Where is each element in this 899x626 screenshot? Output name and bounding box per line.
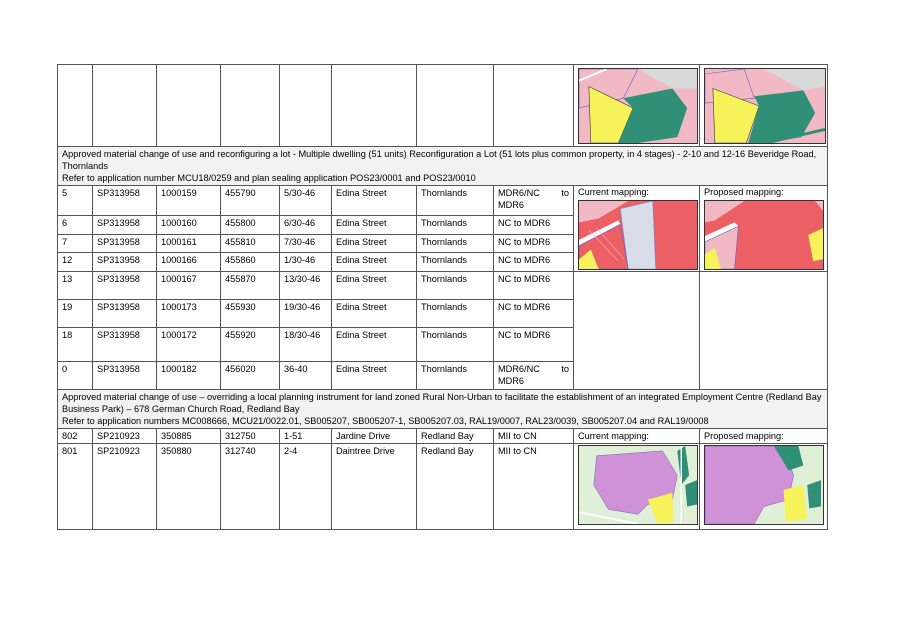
id2-cell: 455920 (221, 328, 280, 362)
proposed-map-cell (700, 186, 828, 272)
current-zoning-map-image (578, 445, 698, 525)
current-zoning-map-image (578, 68, 698, 144)
id2-cell: 312750 (221, 429, 280, 444)
id2-cell: 455800 (221, 216, 280, 235)
plan-cell: SP313958 (93, 362, 157, 390)
current-map-cell (574, 444, 700, 530)
proposed-mapping-caption: Proposed mapping: (704, 187, 784, 197)
lot-cell: 6 (58, 216, 93, 235)
table-row (58, 429, 828, 444)
zone-cell: NC to MDR6 (494, 300, 574, 328)
address-cell: 5/30-46 (280, 186, 332, 216)
street-cell: Edina Street (332, 300, 417, 328)
zone-to-word: to (561, 364, 569, 374)
table-row (58, 186, 828, 216)
address-cell: 18/30-46 (280, 328, 332, 362)
proposed-map-cell (700, 65, 828, 147)
plan-cell: SP313958 (93, 234, 157, 253)
zone-target: MDR6 (498, 200, 525, 210)
current-mapping-caption: Current mapping: (578, 187, 649, 197)
current-mapping-caption: Current mapping: (578, 431, 649, 441)
lot-cell: 801 (58, 444, 93, 530)
empty-cell (93, 65, 157, 147)
id1-cell: 1000166 (157, 253, 221, 272)
plan-cell: SP313958 (93, 272, 157, 300)
id1-cell: 1000159 (157, 186, 221, 216)
zone-from: MDR6/NC (498, 188, 540, 198)
id2-cell: 455790 (221, 186, 280, 216)
zone-cell (494, 186, 574, 216)
plan-cell: SP313958 (93, 216, 157, 235)
empty-cell (494, 65, 574, 147)
street-cell: Edina Street (332, 328, 417, 362)
empty-cell (221, 65, 280, 147)
current-map-cell (574, 65, 700, 147)
zone-cell: NC to MDR6 (494, 234, 574, 253)
address-cell: 1-51 (280, 429, 332, 444)
lot-cell: 5 (58, 186, 93, 216)
street-cell: Edina Street (332, 253, 417, 272)
lot-cell: 19 (58, 300, 93, 328)
street-cell: Edina Street (332, 234, 417, 253)
empty-cell (58, 65, 93, 147)
address-cell: 2-4 (280, 444, 332, 530)
empty-cell (157, 65, 221, 147)
reference-text: Refer to application numbers MC008666, MCU21/0022.01, SB005207, SB005207-1, SB005207.03, RAL19/0007, RAL23/0039, SB005207.04 and RAL19/0008 (62, 416, 709, 426)
id2-cell: 456020 (221, 362, 280, 390)
group-description-row (58, 390, 828, 429)
address-cell: 6/30-46 (280, 216, 332, 235)
id1-cell: 350885 (157, 429, 221, 444)
suburb-cell: Thornlands (417, 216, 494, 235)
zone-cell: MII to CN (494, 429, 574, 444)
empty-cell (332, 65, 417, 147)
plan-cell: SP210923 (93, 444, 157, 530)
street-cell: Jardine Drive (332, 429, 417, 444)
lot-cell: 0 (58, 362, 93, 390)
id2-cell: 312740 (221, 444, 280, 530)
group-description-row (58, 147, 828, 186)
id1-cell: 1000173 (157, 300, 221, 328)
id1-cell: 1000182 (157, 362, 221, 390)
suburb-cell: Redland Bay (417, 429, 494, 444)
zone-to-word: to (561, 188, 569, 198)
proposed-caption-cell (700, 429, 828, 444)
empty-cell (280, 65, 332, 147)
id2-cell: 455930 (221, 300, 280, 328)
zone-from: MDR6/NC (498, 364, 540, 374)
plan-cell: SP313958 (93, 300, 157, 328)
zone-cell (494, 362, 574, 390)
zone-cell: NC to MDR6 (494, 272, 574, 300)
id1-cell: 1000167 (157, 272, 221, 300)
proposed-zoning-map-image (704, 200, 824, 270)
id1-cell: 1000160 (157, 216, 221, 235)
id2-cell: 455870 (221, 272, 280, 300)
zone-cell: NC to MDR6 (494, 216, 574, 235)
empty-cell (417, 65, 494, 147)
id1-cell: 1000161 (157, 234, 221, 253)
suburb-cell: Thornlands (417, 272, 494, 300)
id1-cell: 350880 (157, 444, 221, 530)
street-cell: Edina Street (332, 362, 417, 390)
street-cell: Edina Street (332, 216, 417, 235)
address-cell: 19/30-46 (280, 300, 332, 328)
description-text: Approved material change of use and reconfiguring a lot - Multiple dwelling (51 units) Reconfiguration a Lot (51 lots plus common property, in 4 stages) - 2-10 and 12-16 Beveridge Road, Thornlands (62, 149, 817, 171)
current-map-cell (574, 186, 700, 272)
suburb-cell: Redland Bay (417, 444, 494, 530)
suburb-cell: Thornlands (417, 300, 494, 328)
plan-cell: SP313958 (93, 186, 157, 216)
plan-cell: SP210923 (93, 429, 157, 444)
proposed-zoning-map-image (704, 445, 824, 525)
current-zoning-map-image (578, 200, 698, 270)
id1-cell: 1000172 (157, 328, 221, 362)
suburb-cell: Thornlands (417, 362, 494, 390)
zone-target: MDR6 (498, 376, 525, 386)
street-cell: Edina Street (332, 186, 417, 216)
group-1-description (58, 147, 828, 186)
zone-cell: NC to MDR6 (494, 253, 574, 272)
id2-cell: 455860 (221, 253, 280, 272)
table-row (58, 444, 828, 530)
reference-text: Refer to application number MCU18/0259 and plan sealing application POS23/0001 and POS23/0010 (62, 173, 476, 183)
suburb-cell: Thornlands (417, 328, 494, 362)
lot-cell: 12 (58, 253, 93, 272)
lot-cell: 18 (58, 328, 93, 362)
zone-cell: MII to CN (494, 444, 574, 530)
address-cell: 36-40 (280, 362, 332, 390)
suburb-cell: Thornlands (417, 253, 494, 272)
table-row-continued (58, 65, 828, 147)
suburb-cell: Thornlands (417, 234, 494, 253)
plan-cell: SP313958 (93, 253, 157, 272)
id2-cell: 455810 (221, 234, 280, 253)
street-cell: Daintree Drive (332, 444, 417, 530)
proposed-map-cell (700, 444, 828, 530)
suburb-cell: Thornlands (417, 186, 494, 216)
empty-cell (574, 272, 700, 390)
proposed-zoning-map-image (704, 68, 826, 144)
table-row (58, 272, 828, 300)
address-cell: 7/30-46 (280, 234, 332, 253)
proposed-mapping-caption: Proposed mapping: (704, 431, 784, 441)
description-text: Approved material change of use – overriding a local planning instrument for land zoned Rural Non-Urban to facilitate the establishment of an integrated Employment Centre (Redland Bay Business Park) – 678 German Church Road, Redland Bay (62, 392, 822, 414)
zoning-amendment-table (57, 64, 828, 530)
zone-cell: NC to MDR6 (494, 328, 574, 362)
empty-cell (700, 272, 828, 390)
lot-cell: 802 (58, 429, 93, 444)
lot-cell: 13 (58, 272, 93, 300)
address-cell: 13/30-46 (280, 272, 332, 300)
address-cell: 1/30-46 (280, 253, 332, 272)
group-2-description (58, 390, 828, 429)
lot-cell: 7 (58, 234, 93, 253)
street-cell: Edina Street (332, 272, 417, 300)
plan-cell: SP313958 (93, 328, 157, 362)
current-caption-cell (574, 429, 700, 444)
